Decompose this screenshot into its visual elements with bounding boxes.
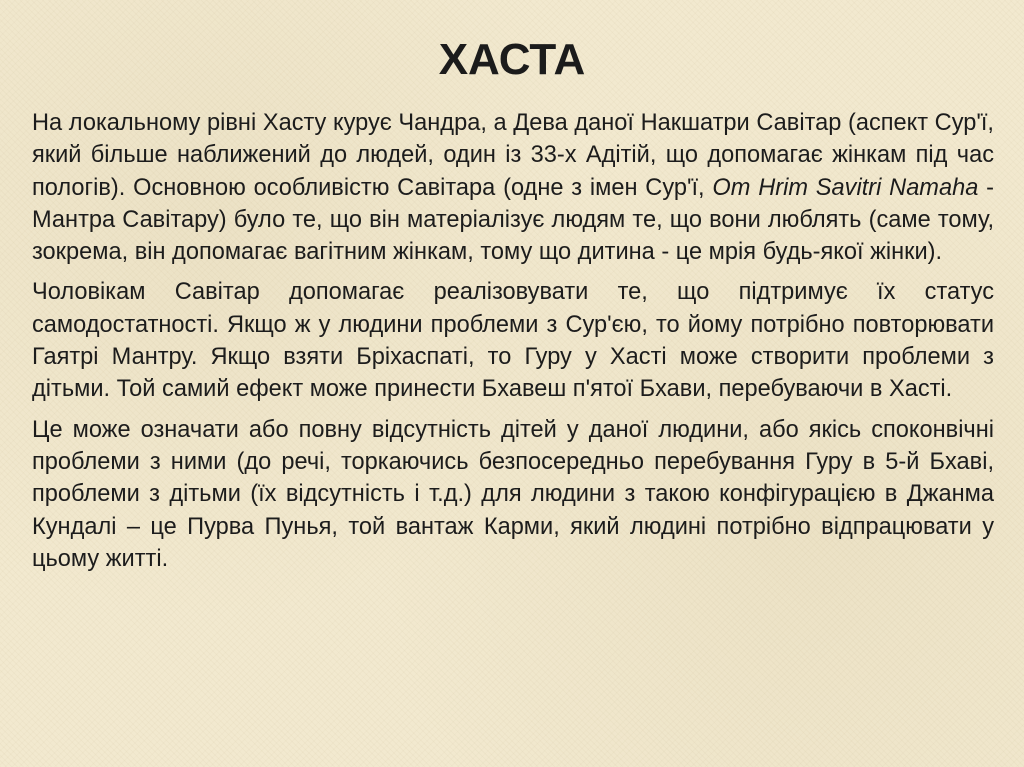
paragraph-3: Це може означати або повну відсутність дітей у даної людини, або якісь споконвічні проблеми з ними (до речі, торкаючись безпосередньо перебування Гуру в 5-й Бхаві, проблеми з дітьми (їх відсутність і т.д.) для людини з такою конфігурацією в Джанма Кундалі – це Пурва Пунья, той вантаж Карми, який людині потрібно відпрацювати у цьому житті.	[32, 416, 994, 572]
mantra-italic: Om Hrim Savitri Namaha	[712, 174, 979, 201]
slide-title: ХАСТА	[438, 35, 586, 84]
paragraph-1-text-end: - Мантра Савітару) було те, що він матеріалізує людям те, що вони люблять (саме тому, зокрема, він допомагає вагітним жінкам, тому що дитина - це мрія будь-якої жінки).	[32, 174, 994, 266]
slide-body	[32, 107, 994, 583]
paragraph-1	[32, 107, 994, 268]
paragraph-2: Чоловікам Савітар допомагає реалізовувати те, що підтримує їх статус самодостатності. Якщо ж у людини проблеми з Сур'єю, то йому потрібно повторювати Гаятрі Мантру. Якщо взяти Бріхаспаті, то Гуру у Хасті може створити проблеми з дітьми. Той самий ефект може принести Бхавеш п'ятої Бхави, перебуваючи в Хасті.	[32, 279, 994, 403]
paragraph-1-text-start: На локальному рівні Хасту курує Чандра, а Дева даної Накшатри Савітар (аспект Сур'ї, який більше наближений до людей, один із 33-х Адітій, що допомагає жінкам під час пологів). Основною особливістю Савітара (одне з імен Сур'ї,	[32, 110, 994, 201]
